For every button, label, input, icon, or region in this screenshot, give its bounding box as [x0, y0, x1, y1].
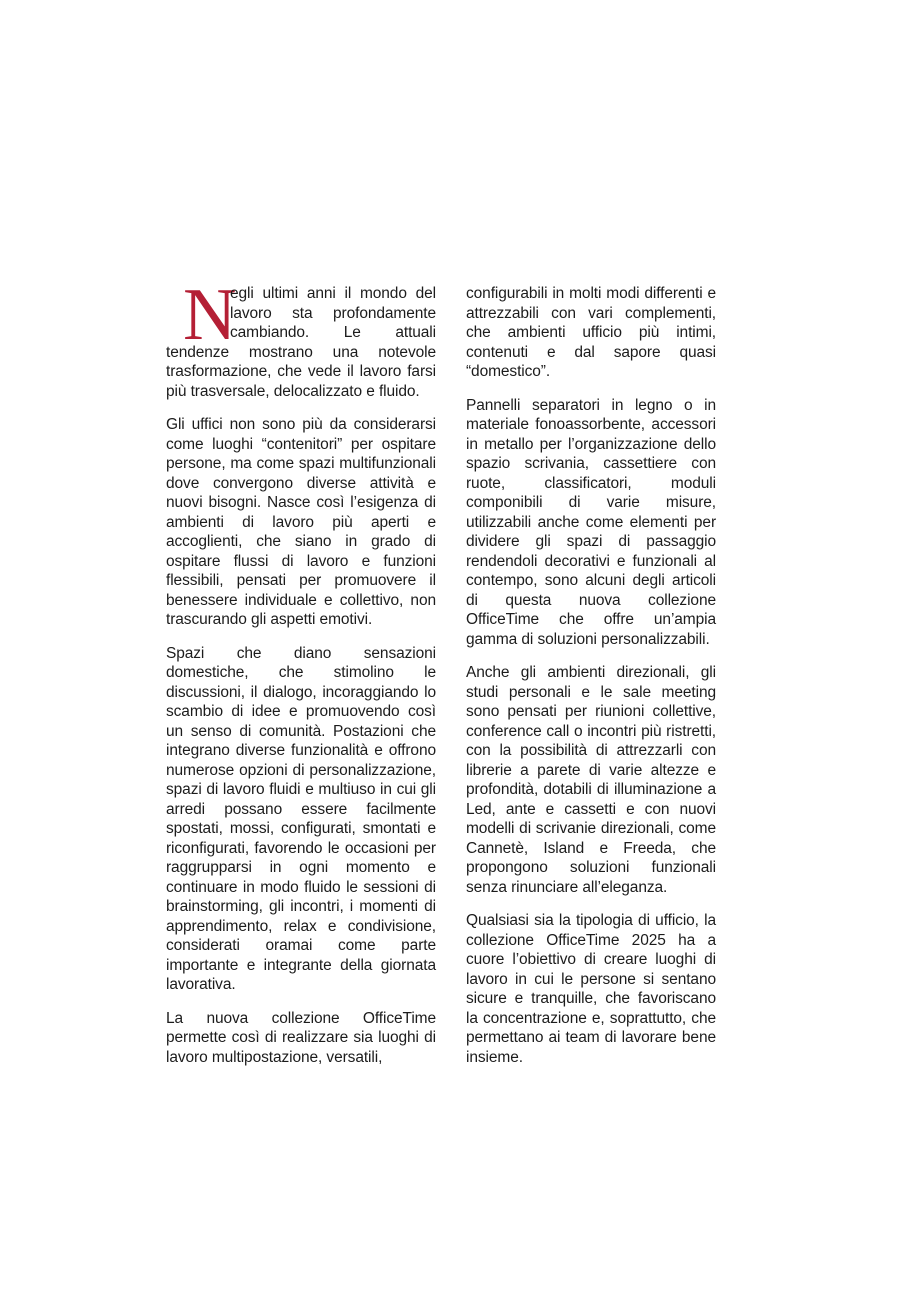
paragraph: La nuova collezione OfficeTime permette così di realizzare sia luoghi di lavoro multipostazione, versatili, [166, 1009, 436, 1066]
paragraph: Spazi che diano sensazioni domestiche, che stimolino le discussioni, il dialogo, incoraggiando lo scambio di idee e promuovendo così un senso di comunità. Postazioni che integrano diverse funzionalità e offrono numerose opzioni di personalizzazione, spazi di lavoro fluidi e multiuso in cui gli arredi possano essere facilmente spostati, mossi, configurati, smontati e riconfigurati, favorendo le occasioni per raggrupparsi in ogni momento e continuare in modo fluido le sessioni di brainstorming, gli incontri, i momenti di apprendimento, relax e condivisione, considerati oramai come parte importante e integrante della giornata lavorativa. [166, 644, 436, 993]
right-column [466, 284, 716, 1067]
paragraph: Anche gli ambienti direzionali, gli studi personali e le sale meeting sono pensati per riunioni collettive, conference call o incontri più ristretti, con la possibilità di attrezzarli con librerie a parete di varie altezze e profondità, dotabili di illuminazione a Led, ante e cassetti e con nuovi modelli di scrivanie direzionali, come Cannetè, Island e Freeda, che propongono soluzioni funzionali senza rinunciare all’eleganza. [466, 664, 716, 896]
paragraph: Pannelli separatori in legno o in materiale fonoassorbente, accessori in metallo per l’organizzazione dello spazio scrivania, cassettiere con ruote, classificatori, moduli componibili di varie misure, utilizzabili anche come elementi per dividere gli spazi di passaggio rendendoli decorativi e funzionali al contempo, sono alcuni degli articoli di questa nuova collezione OfficeTime che offre un’ampia gamma di soluzioni personalizzabili. [466, 396, 716, 648]
paragraph: Gli uffici non sono più da considerarsi come luoghi “contenitori” per ospitare persone, ma come spazi multifunzionali dove convergono diverse attività e nuovi bisogni. Nasce così l’esigenza di ambienti di lavoro più aperti e accoglienti, che siano in grado di ospitare flussi di lavoro e funzioni flessibili, pensati per promuovere il benessere individuale e collettivo, non trascurando gli aspetti emotivi. [166, 416, 436, 628]
paragraph: configurabili in molti modi differenti e attrezzabili con vari complementi, che ambienti ufficio più intimi, contenuti e dal sapore quasi “domestico”. [466, 285, 716, 380]
paragraph-intro-text: egli ultimi anni il mondo del lavoro sta profondamente cambiando. Le attuali tendenze mostrano una notevole trasformazione, che vede il lavoro farsi più trasversale, delocalizzato e fluido. [166, 285, 436, 400]
left-column [166, 274, 436, 1067]
drop-cap-letter: N [183, 274, 237, 356]
paragraph-intro [166, 274, 436, 401]
article-text-block [166, 274, 716, 1067]
paragraph: Qualsiasi sia la tipologia di ufficio, la collezione OfficeTime 2025 ha a cuore l’obiettivo di creare luoghi di lavoro in cui le persone si sentano sicure e tranquille, che favoriscano la concentrazione e, soprattutto, che permettano ai team di lavorare bene insieme. [466, 912, 716, 1066]
